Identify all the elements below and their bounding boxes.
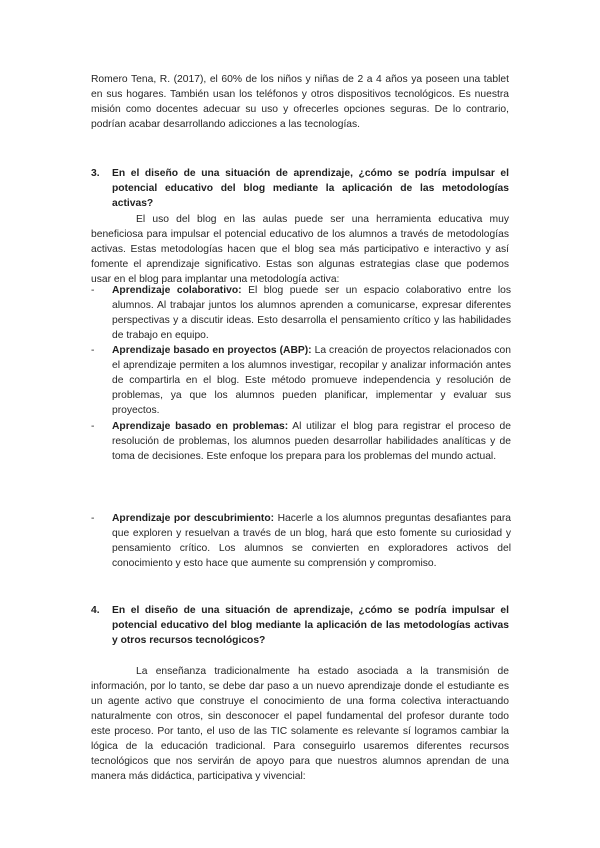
question-3-number: 3. [91,168,100,179]
answer-4-paragraph: La enseñanza tradicionalmente ha estado asociada a la transmisión de información, por lo tanto, se debe dar paso a un nuevo aprendizaje donde el estudiante es un agente activo que construye el conocimiento de una forma colectiva interactuando naturalmente con otros, sin desconocer el papel fundamental del profesor durante todo este proceso. Por tanto, el uso de las TIC solamente es relevante sí logramos cambiar la lógica de la educación tradicional. Para conseguirlo usaremos diferentes recursos tecnológicos que nos servirán de apoyo para que nuestros alumnos aprendan de una manera más didáctica, participativa y vivencial: [91,666,509,782]
strategy-text: La creación de proyectos relacionados con el aprendizaje permiten a los alumnos investigar, recopilar y analizar información antes de compartirla en el blog. Este método promueve independencia y resolución de problemas, ya que los alumnos pueden planificar, implementar y evaluar sus proyectos. [112,345,511,416]
list-bullet: - [91,285,95,296]
strategy-item [91,419,511,464]
strategy-item [91,343,511,418]
strategy-title: Aprendizaje colaborativo: [112,285,242,296]
strategy-text: Hacerle a los alumnos preguntas desafiantes para que exploren y resuelvan a través de un blog, hará que esto fomente su curiosidad y pensamiento crítico. Los alumnos se convierten en exploradores activos del conocimiento y esto hace que aumente su comprensión y compromiso. [112,513,512,569]
answer-3-paragraph: El uso del blog en las aulas puede ser una herramienta educativa muy beneficiosa para impulsar el potencial educativo de los alumnos a través de metodologías activas. Estas metodologías hacen que el blog sea más participativo e interactivo y así fomente el aprendizaje significativo. Estas son algunas estrategias clase que podemos usar en el blog para implantar una metodología activa: [91,214,509,285]
strategy-title: Aprendizaje por descubrimiento: [112,513,275,524]
strategy-text: El blog puede ser un espacio colaborativo entre los alumnos. Al trabajar juntos los alumnos aprenden a comunicarse, expresar diferentes perspectivas y a discutir ideas. Esto desarrolla el pensamiento crítico y las habilidades de trabajo en equipo. [112,285,511,341]
strategy-title: Aprendizaje basado en proyectos (ABP): [112,345,312,356]
list-bullet: - [91,513,95,524]
list-bullet: - [91,421,95,432]
strategy-title: Aprendizaje basado en problemas: [112,421,289,432]
question-4-number: 4. [91,605,100,616]
question-3-heading [91,166,509,211]
strategy-item [91,511,511,571]
question-3-text: En el diseño de una situación de aprendizaje, ¿cómo se podría impulsar el potencial educativo del blog mediante la aplicación de las metodologías activas? [112,168,509,209]
intro-paragraph: Romero Tena, R. (2017), el 60% de los niños y niñas de 2 a 4 años ya poseen una tablet en sus hogares. También usan los teléfonos y otros dispositivos tecnológicos. Es nuestra misión como docentes adecuar su uso y ofrecerles opciones seguras. De lo contrario, podrían acabar desarrollando adicciones a las tecnologías. [91,74,509,130]
question-4-text: En el diseño de una situación de aprendizaje, ¿cómo se podría impulsar el potencial educativo del blog mediante la aplicación de las metodologías activas y otros recursos tecnológicos? [112,605,509,646]
strategy-text: Al utilizar el blog para registrar el proceso de resolución de problemas, los alumnos pueden desarrollar habilidades analíticas y de toma de decisiones. Este enfoque los prepara para los problemas del mundo actual. [112,421,511,462]
list-bullet: - [91,345,95,356]
question-4-heading [91,603,509,648]
strategy-item [91,283,511,343]
